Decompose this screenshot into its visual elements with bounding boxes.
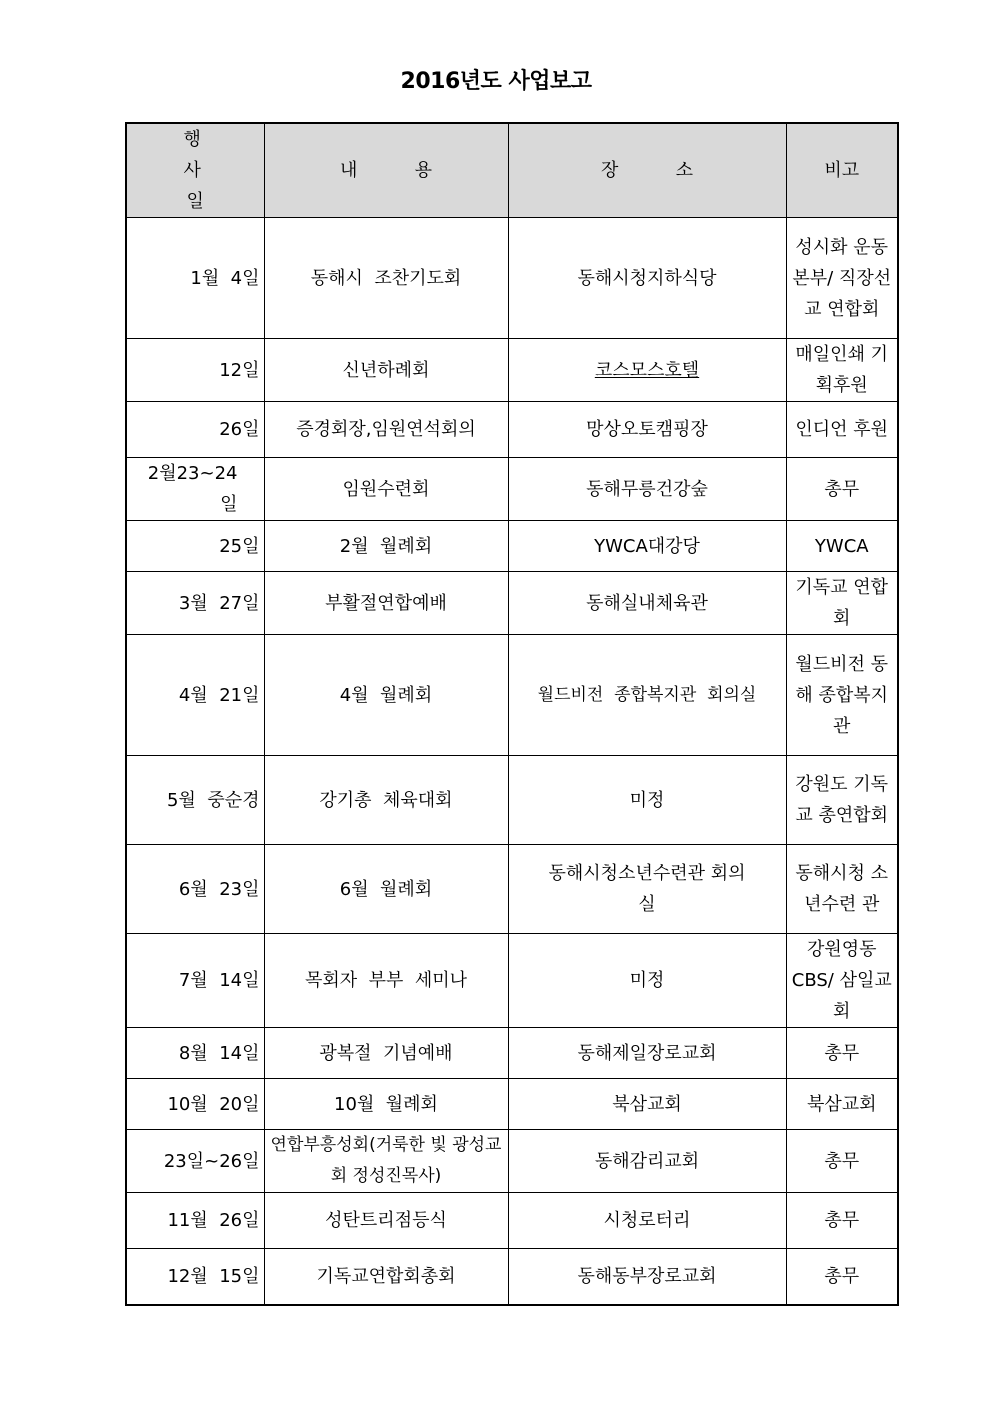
row-event: 기독교연합회총회 [264, 1249, 508, 1305]
row-note: 매일인쇄 기획후원 [786, 339, 898, 402]
row-place: 동해무릉건강숲 [508, 458, 786, 521]
table-row [126, 1193, 898, 1249]
row-date: 2월23~24일 [126, 458, 264, 521]
row-date: 12일 [126, 339, 264, 402]
row-event: 2월 월례회 [264, 521, 508, 572]
row-event: 4월 월례회 [264, 635, 508, 756]
row-date: 8월 14일 [126, 1028, 264, 1079]
row-event: 강기총 체육대회 [264, 756, 508, 845]
row-event: 6월 월례회 [264, 845, 508, 934]
row-event: 광복절 기념예배 [264, 1028, 508, 1079]
row-date: 10월 20일 [126, 1079, 264, 1130]
row-note: 총무 [786, 458, 898, 521]
table-row [126, 218, 898, 339]
row-note: 북삼교회 [786, 1079, 898, 1130]
row-place: 동해감리교회 [508, 1130, 786, 1193]
row-date: 6월 23일 [126, 845, 264, 934]
table-row [126, 1028, 898, 1079]
table-row [126, 934, 898, 1028]
header-date [126, 123, 264, 218]
row-place: 동해동부장로교회 [508, 1249, 786, 1305]
table-row [126, 1079, 898, 1130]
row-place: 동해실내체육관 [508, 572, 786, 635]
row-place: 코스모스호텔 [594, 359, 700, 381]
header-note: 비고 [786, 123, 898, 218]
row-date: 5월 중순경 [126, 756, 264, 845]
row-note: 총무 [786, 1193, 898, 1249]
row-event: 신년하례회 [264, 339, 508, 402]
row-date: 12월 15일 [126, 1249, 264, 1305]
row-date: 26일 [126, 402, 264, 458]
table-row [126, 458, 898, 521]
row-note: 기독교 연합회 [786, 572, 898, 635]
row-event: 임원수련회 [264, 458, 508, 521]
row-note: 월드비전 동해 종합복지 관 [786, 635, 898, 756]
header-row [126, 123, 898, 218]
table-row [126, 339, 898, 402]
header-place: 장 소 [508, 123, 786, 218]
row-note: 총무 [786, 1130, 898, 1193]
row-note: 강원도 기독교 총연합회 [786, 756, 898, 845]
row-place: 시청로터리 [508, 1193, 786, 1249]
row-place: 미정 [508, 756, 786, 845]
row-note: YWCA [786, 521, 898, 572]
header-date-line1: 행 사 [183, 129, 231, 181]
row-place: YWCA대강당 [508, 521, 786, 572]
table-row [126, 1249, 898, 1305]
row-note: 총무 [786, 1028, 898, 1079]
row-event: 동해시 조찬기도회 [264, 218, 508, 339]
row-note: 성시화 운동본부/ 직장선교 연합회 [786, 218, 898, 339]
row-event: 부활절연합예배 [264, 572, 508, 635]
row-event: 목회자 부부 세미나 [264, 934, 508, 1028]
row-place: 미정 [508, 934, 786, 1028]
row-place: 망상오토캠핑장 [508, 402, 786, 458]
table-row [126, 572, 898, 635]
row-event: 10월 월례회 [264, 1079, 508, 1130]
row-date: 3월 27일 [126, 572, 264, 635]
report-table [125, 122, 899, 1306]
row-place: 동해제일장로교회 [508, 1028, 786, 1079]
table-row [126, 756, 898, 845]
row-date: 11월 26일 [126, 1193, 264, 1249]
row-date: 7월 14일 [126, 934, 264, 1028]
table-row [126, 521, 898, 572]
table-row [126, 1130, 898, 1193]
table-row [126, 845, 898, 934]
row-date: 1월 4일 [126, 218, 264, 339]
row-place: 북삼교회 [508, 1079, 786, 1130]
row-note: 인디언 후원 [786, 402, 898, 458]
table-row [126, 635, 898, 756]
row-note: 강원영동 CBS/ 삼일교회 [786, 934, 898, 1028]
row-event: 증경회장,임원연석회의 [264, 402, 508, 458]
row-event: 연합부흥성회(거룩한 빛 광성교회 정성진목사) [264, 1130, 508, 1193]
row-date: 25일 [126, 521, 264, 572]
header-event: 내 용 [264, 123, 508, 218]
header-date-line2: 일 [186, 191, 204, 212]
page-title: 2016년도 사업보고 [400, 69, 592, 94]
row-date: 23일~26일 [126, 1130, 264, 1193]
row-date: 4월 21일 [126, 635, 264, 756]
row-note: 동해시청 소년수련 관 [786, 845, 898, 934]
row-place: 동해시청소년수련관 회의실 [508, 845, 786, 934]
row-note: 총무 [786, 1249, 898, 1305]
row-place: 월드비전 종합복지관 회의실 [508, 635, 786, 756]
table-row [126, 402, 898, 458]
row-place: 동해시청지하식당 [508, 218, 786, 339]
row-event: 성탄트리점등식 [264, 1193, 508, 1249]
